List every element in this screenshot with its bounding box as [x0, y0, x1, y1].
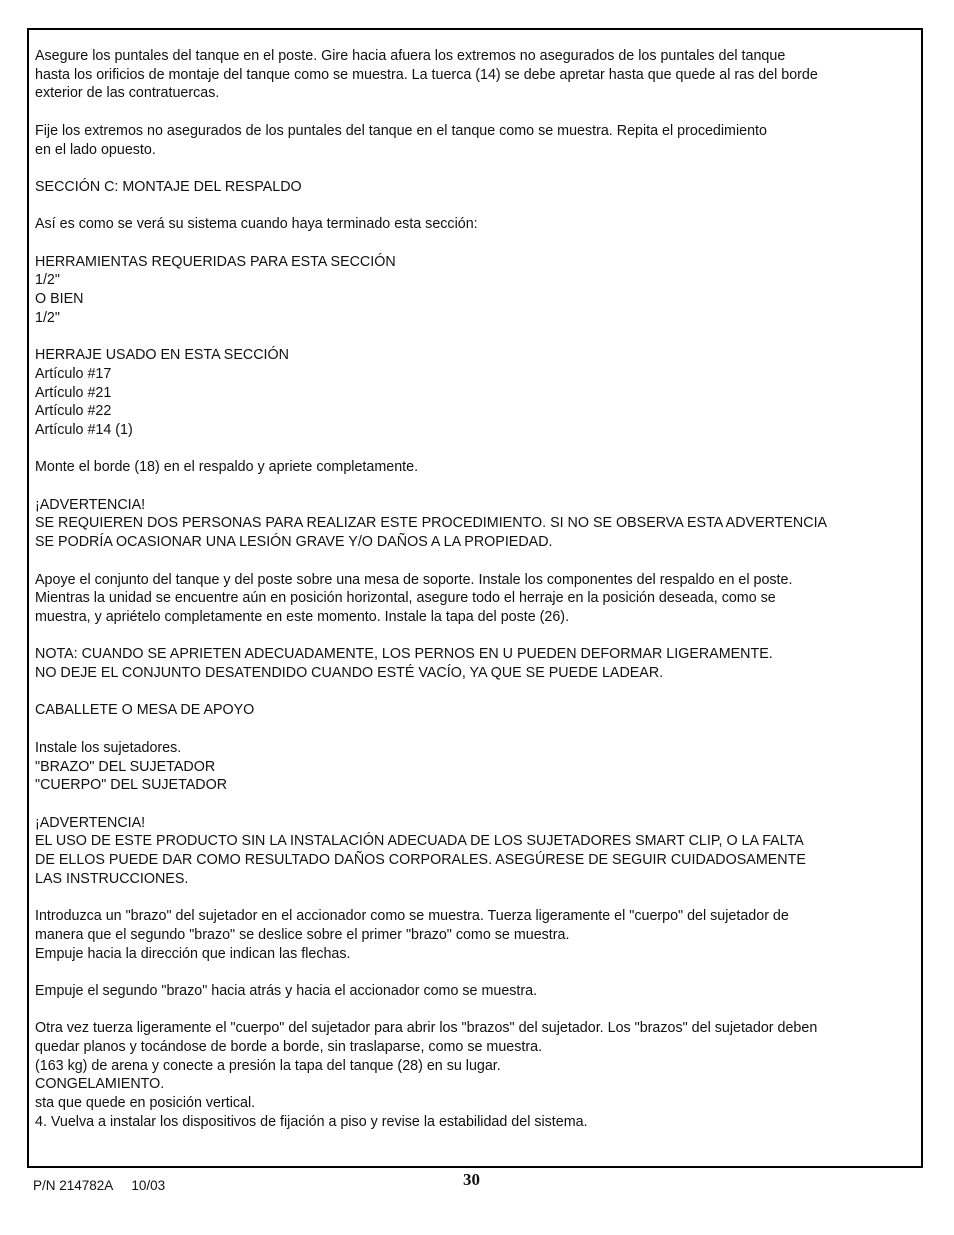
text-line: Artículo #14 (1)	[35, 421, 133, 438]
paragraph	[35, 739, 920, 795]
text-line: quedar planos y tocándose de borde a borde, sin traslaparse, como se muestra.	[35, 1039, 543, 1056]
text-line: HERRAJE USADO EN ESTA SECCIÓN	[35, 347, 289, 364]
paragraph	[35, 122, 920, 159]
page-number: 30	[463, 1170, 480, 1189]
text-line: 4. Vuelva a instalar los dispositivos de fijación a piso y revise la estabilidad del sistema.	[35, 1113, 588, 1130]
text-line: Mientras la unidad se encuentre aún en posición horizontal, asegure todo el herraje en la posición deseada, como se	[35, 590, 776, 607]
text-line: Artículo #21	[35, 384, 112, 401]
text-line: "BRAZO" DEL SUJETADOR	[35, 758, 216, 775]
text-line: CABALLETE O MESA DE APOYO	[35, 702, 255, 719]
paragraph	[35, 907, 920, 963]
text-line: DE ELLOS PUEDE DAR COMO RESULTADO DAÑOS CORPORALES. ASEGÚRESE DE SEGUIR CUIDADOSAMENTE	[35, 852, 806, 869]
text-line: Fije los extremos no asegurados de los puntales del tanque en el tanque como se muestra. Repita el procedimiento	[35, 122, 767, 139]
paragraph	[35, 496, 920, 552]
paragraph	[35, 571, 920, 627]
text-line: 1/2"	[35, 309, 60, 326]
text-line: (163 kg) de arena y conecte a presión la tapa del tanque (28) en su lugar.	[35, 1057, 501, 1074]
text-line: Artículo #22	[35, 403, 112, 420]
paragraph	[35, 253, 920, 328]
paragraph	[35, 346, 920, 440]
text-line: Empuje hacia la dirección que indican las flechas.	[35, 945, 351, 962]
paragraph	[35, 47, 920, 103]
text-line: NO DEJE EL CONJUNTO DESATENDIDO CUANDO ESTÉ VACÍO, YA QUE SE PUEDE LADEAR.	[35, 665, 664, 682]
text-line: "CUERPO" DEL SUJETADOR	[35, 777, 228, 794]
text-line: hasta los orificios de montaje del tanque como se muestra. La tuerca (14) se debe apretar hasta que quede al ras del borde	[35, 66, 818, 83]
paragraph	[35, 645, 920, 682]
text-line: CONGELAMIENTO.	[35, 1076, 165, 1093]
text-line: Monte el borde (18) en el respaldo y apriete completamente.	[35, 459, 419, 476]
text-line: ¡ADVERTENCIA!	[35, 496, 146, 513]
text-line: Artículo #17	[35, 365, 112, 382]
paragraph	[35, 178, 920, 197]
text-line: LAS INSTRUCCIONES.	[35, 870, 189, 887]
text-line: Empuje el segundo "brazo" hacia atrás y hacia el accionador como se muestra.	[35, 982, 538, 999]
paragraph	[35, 458, 920, 477]
text-line: Otra vez tuerza ligeramente el "cuerpo" del sujetador para abrir los "brazos" del sujetador. Los "brazos" del sujetador deben	[35, 1020, 818, 1037]
text-line: Apoye el conjunto del tanque y del poste sobre una mesa de soporte. Instale los componentes del respaldo en el poste.	[35, 571, 793, 588]
text-line: Introduzca un "brazo" del sujetador en el accionador como se muestra. Tuerza ligeramente el "cuerpo" del sujetador de	[35, 908, 789, 925]
paragraph	[35, 215, 920, 234]
text-line: 1/2"	[35, 272, 60, 289]
text-line: O BIEN	[35, 291, 84, 308]
text-line: manera que el segundo "brazo" se deslice sobre el primer "brazo" como se muestra.	[35, 926, 570, 943]
text-line: sta que quede en posición vertical.	[35, 1095, 256, 1112]
text-line: SE REQUIEREN DOS PERSONAS PARA REALIZAR ESTE PROCEDIMIENTO. SI NO SE OBSERVA ESTA ADVERTENCIA	[35, 515, 828, 532]
text-line: NOTA: CUANDO SE APRIETEN ADECUADAMENTE, LOS PERNOS EN U PUEDEN DEFORMAR LIGERAMENTE.	[35, 646, 773, 663]
text-line: SE PODRÍA OCASIONAR UNA LESIÓN GRAVE Y/O DAÑOS A LA PROPIEDAD.	[35, 534, 553, 551]
paragraph	[35, 701, 920, 720]
text-line: HERRAMIENTAS REQUERIDAS PARA ESTA SECCIÓN	[35, 253, 396, 270]
text-line: ¡ADVERTENCIA!	[35, 814, 146, 831]
paragraph	[35, 814, 920, 889]
text-line: Instale los sujetadores.	[35, 739, 182, 756]
paragraph	[35, 1019, 920, 1131]
text-line: en el lado opuesto.	[35, 141, 156, 158]
text-line: Asegure los puntales del tanque en el poste. Gire hacia afuera los extremos no asegurados de los puntales del tanque	[35, 48, 786, 64]
document-body	[35, 47, 920, 1150]
part-number: P/N 214782A 10/03	[33, 1178, 166, 1193]
text-line: EL USO DE ESTE PRODUCTO SIN LA INSTALACIÓN ADECUADA DE LOS SUJETADORES SMART CLIP, O LA FALTA	[35, 833, 804, 850]
text-line: exterior de las contratuercas.	[35, 85, 220, 102]
text-line: Así es como se verá su sistema cuando haya terminado esta sección:	[35, 216, 478, 233]
text-line: SECCIÓN C: MONTAJE DEL RESPALDO	[35, 178, 302, 195]
text-line: muestra, y apriételo completamente en este momento. Instale la tapa del poste (26).	[35, 608, 570, 625]
paragraph	[35, 982, 920, 1001]
